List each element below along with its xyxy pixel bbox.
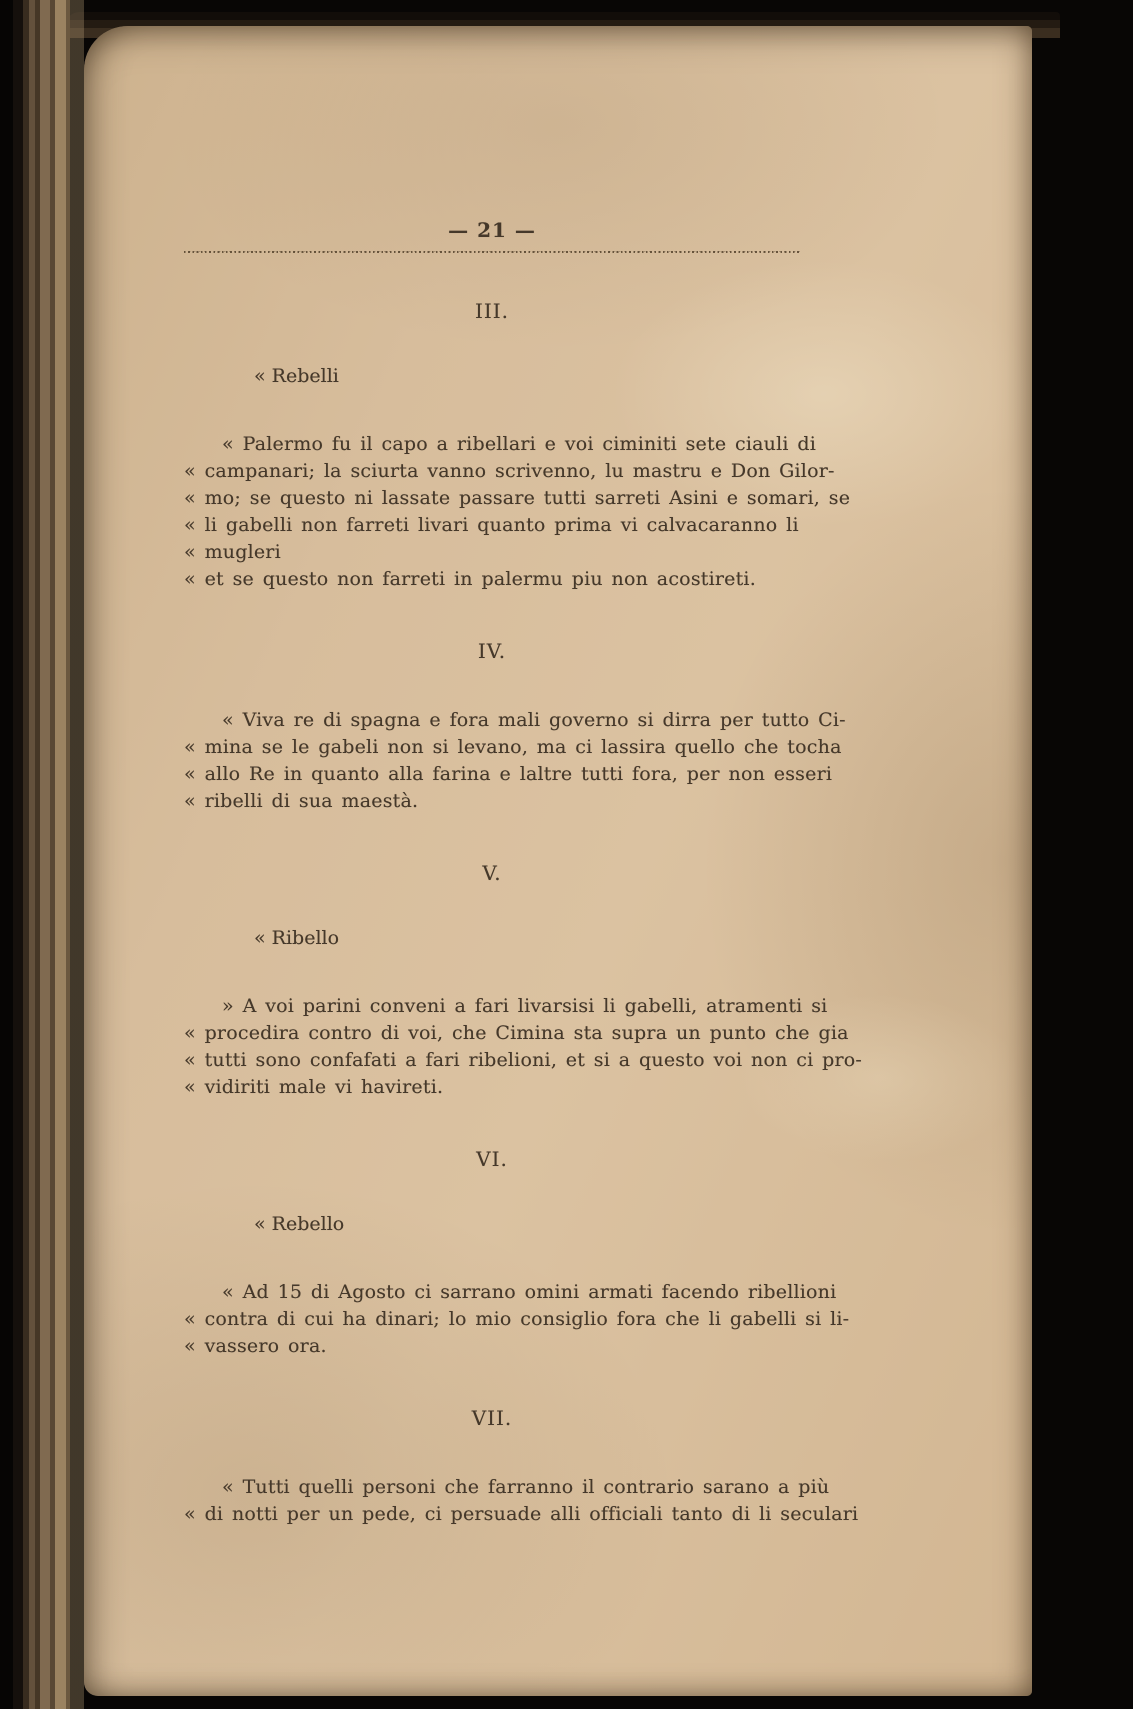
text-line: « mina se le gabeli non si levano, ma ci lassira quello che tocha [184,736,842,758]
text-line: « procedira contro di voi, che Cimina sta supra un punto che gia [184,1022,849,1044]
text-line: « tutti sono confafati a fari ribelioni, et si a questo voi non ci pro- [184,1049,863,1071]
text-line: « campanari; la sciurta vanno scrivenno, lu mastru e Don Gilor- [184,460,835,482]
book-binding [0,0,84,1709]
text-line: « vassero ora. [184,1335,327,1357]
page-text-block [184,26,863,1528]
page-number: — 21 — [448,218,536,242]
text-line: « Palermo fu il capo a ribellari e voi ciminiti sete ciauli di [222,433,817,455]
section-v [184,861,863,1101]
section-heading: III. [474,299,510,323]
text-line: « Tutti quelli personi che farranno il contrario sarano a più [222,1476,830,1498]
text-line: « mo; se questo ni lassate passare tutti sarreti Asini e somari, se [184,487,851,509]
text-line: « vidiriti male vi havireti. [184,1076,444,1098]
section-heading: IV. [477,639,507,663]
section-label: « Rebello [254,1213,345,1235]
section-label: « Ribello [254,927,340,949]
section-heading: VII. [471,1406,513,1430]
section-body [184,1474,859,1528]
section-heading: V. [482,861,502,885]
section-vii [184,1406,859,1528]
book-page [84,26,1032,1696]
section-iv [184,639,846,815]
page-header [184,218,800,253]
text-line: « di notti per un pede, ci persuade alli officiali tanto di li seculari [184,1503,859,1525]
text-line: » A voi parini conveni a fari livarsisi li gabelli, atramenti si [222,995,828,1017]
text-line: « Ad 15 di Agosto ci sarrano omini armati facendo ribellioni [222,1281,837,1303]
section-body [184,993,863,1101]
section-label: « Rebelli [254,365,339,387]
text-line: « Viva re di spagna e fora mali governo si dirra per tutto Ci- [222,709,846,731]
text-line: « allo Re in quanto alla farina e laltre tutti fora, per non esseri [184,763,833,785]
section-vi [184,1147,850,1360]
text-line: « et se questo non farreti in palermu piu non acostireti. [184,568,756,590]
section-heading: VI. [476,1147,508,1171]
section-body [184,431,851,593]
text-line: « mugleri [184,541,281,563]
text-line: « li gabelli non farreti livari quanto prima vi calvacaranno li [184,514,799,536]
dotted-rule [184,251,800,253]
section-iii [184,299,851,593]
text-line: « ribelli di sua maestà. [184,790,419,812]
section-body [184,707,846,815]
section-body [184,1279,850,1360]
text-line: « contra di cui ha dinari; lo mio consiglio fora che li gabelli si li- [184,1308,850,1330]
